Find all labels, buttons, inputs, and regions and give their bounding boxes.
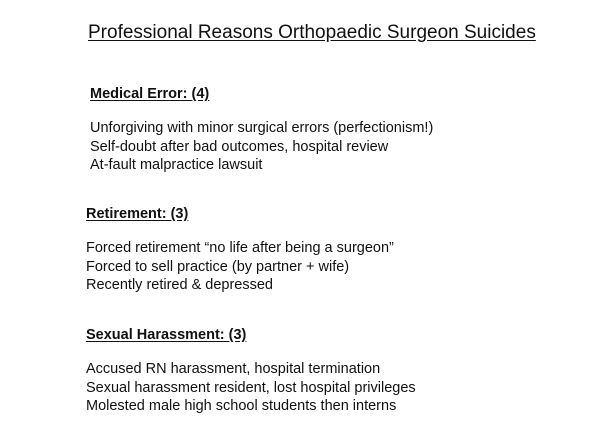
reason-list <box>90 119 433 175</box>
section-heading: Retirement: (3) <box>86 206 189 222</box>
list-item: Molested male high school students then interns <box>86 398 397 414</box>
page-title: Professional Reasons Orthopaedic Surgeon Suicides <box>88 22 536 43</box>
section-sexual-harassment <box>86 327 416 416</box>
list-item: Unforgiving with minor surgical errors (perfectionism!) <box>90 120 434 136</box>
section-medical-error <box>90 86 433 175</box>
section-retirement <box>86 206 394 295</box>
reason-list <box>86 239 394 295</box>
list-item: Sexual harassment resident, lost hospital privileges <box>86 379 416 396</box>
list-item: Forced retirement “no life after being a surgeon” <box>86 240 394 256</box>
reason-list <box>86 360 416 416</box>
list-item: Accused RN harassment, hospital termination <box>86 361 381 377</box>
list-item: Forced to sell practice (by partner + wife) <box>86 258 350 275</box>
list-item: At-fault malpractice lawsuit <box>90 157 263 173</box>
list-item: Self-doubt after bad outcomes, hospital review <box>90 138 389 155</box>
section-heading: Medical Error: (4) <box>90 86 210 102</box>
section-heading: Sexual Harassment: (3) <box>86 327 247 343</box>
list-item: Recently retired & depressed <box>86 277 273 293</box>
